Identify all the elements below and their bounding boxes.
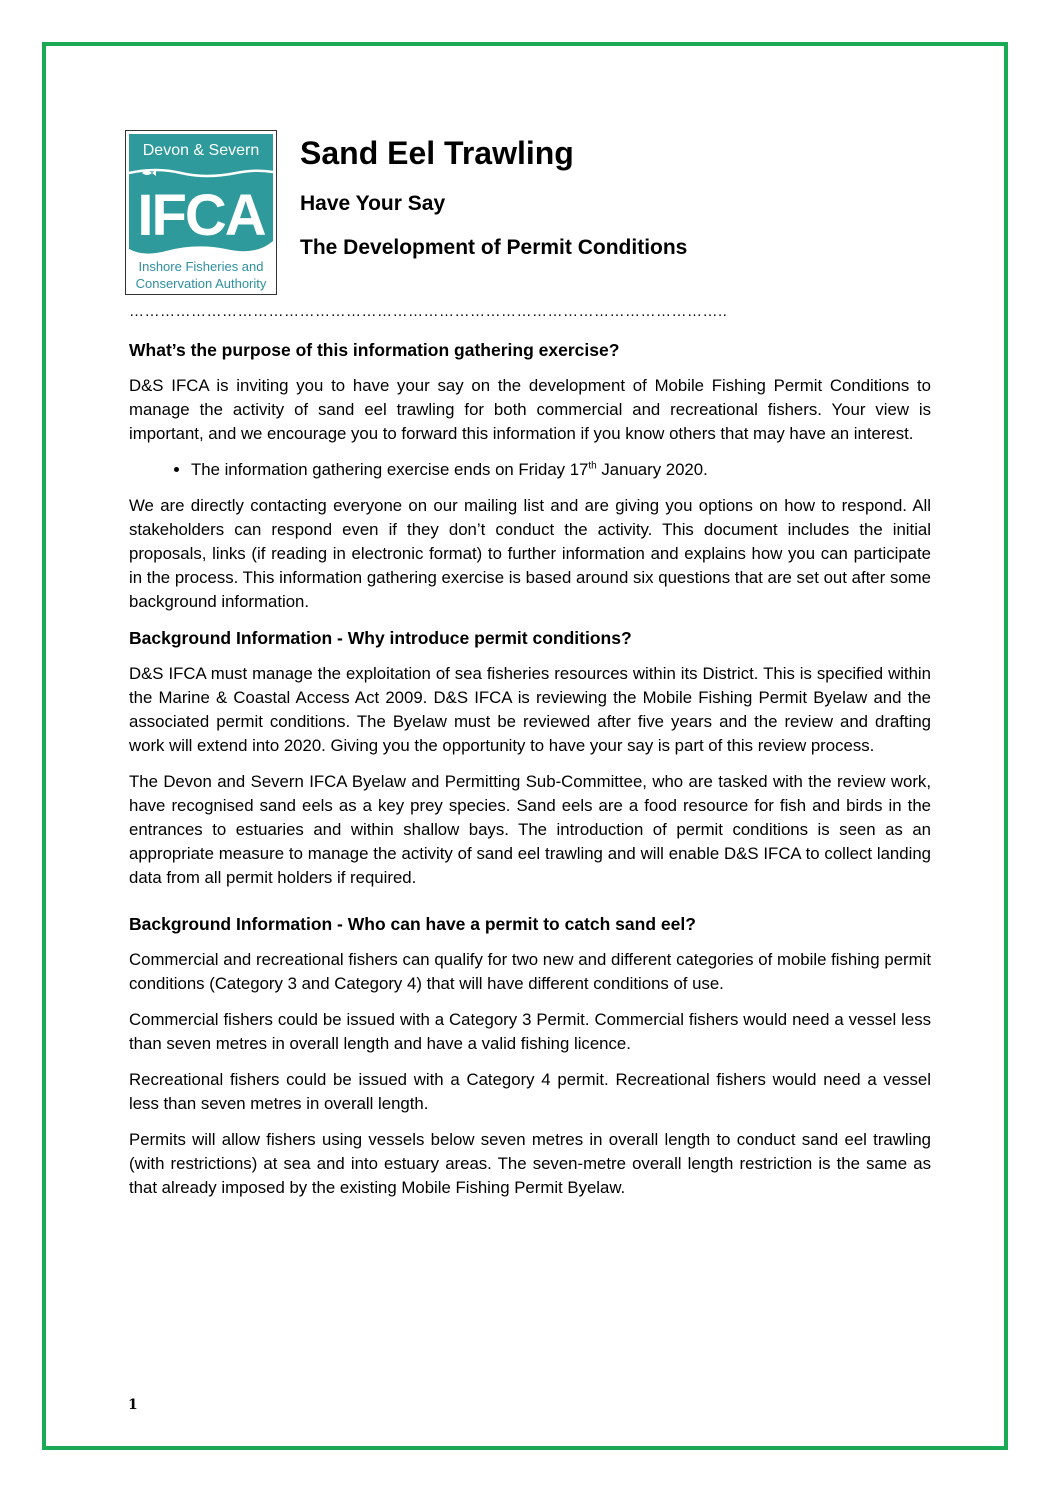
purpose-bullet-list [129,458,931,482]
title-block [300,133,940,279]
subtitle-have-your-say: Have Your Say [300,192,446,215]
purpose-paragraph-2: We are directly contacting everyone on our mailing list and are giving you options on how to respond. All stakeholders can respond even if they don’t conduct the activity. This document includes the initial proposals, links (if reading in electronic format) to further information and explains how you can participate in the process. This information gathering exercise is based around six questions that are set out after some background information. [129,496,931,611]
page-number: 1 [128,1397,138,1413]
heading-why-permit: Background Information - Why introduce permit conditions? [129,628,632,648]
document-title: Sand Eel Trawling [300,135,574,171]
bullet-deadline [191,458,931,482]
purpose-paragraph-1: D&S IFCA is inviting you to have your say on the development of Mobile Fishing Permit Conditions to manage the activity of sand eel trawling for both commercial and recreational fishers. Your view is important, and we encourage you to forward this information if you know others that may have an interest. [129,376,931,443]
bullet-deadline-pre: The information gathering exercise ends on Friday 17 [191,460,589,479]
bullet-deadline-post: January 2020. [596,460,708,479]
who-paragraph-3: Recreational fishers could be issued with a Category 4 permit. Recreational fishers would need a vessel less than seven metres in overall length. [129,1070,931,1113]
why-paragraph-1: D&S IFCA must manage the exploitation of sea fisheries resources within its District. This is specified within the Marine & Coastal Access Act 2009. D&S IFCA is reviewing the Mobile Fishing Permit Byelaw and the associated permit conditions. The Byelaw must be reviewed after five years and the review and drafting work will extend into 2020. Giving you the opportunity to have your say is part of this review process. [129,664,931,755]
ifca-logo [125,130,277,295]
logo-bottom-line2: Conservation Authority [135,276,267,291]
heading-purpose: What’s the purpose of this information gathering exercise? [129,340,620,360]
subtitle-permit-conditions: The Development of Permit Conditions [300,236,688,259]
dotted-divider: …………………………………………………………………………………………………….. [129,303,728,320]
who-paragraph-1: Commercial and recreational fishers can qualify for two new and different categories of mobile fishing permit conditions (Category 3 and Category 4) that will have different conditions of use. [129,950,931,993]
logo-main-text: IFCA [137,183,265,248]
logo-graphic [126,131,276,294]
logo-top-text: Devon & Severn [142,142,260,159]
document-body [129,338,931,1212]
logo-bottom-line1: Inshore Fisheries and [138,259,264,274]
bullet-deadline-sup: th [588,460,597,472]
who-paragraph-4: Permits will allow fishers using vessels below seven metres in overall length to conduct sand eel trawling (with restrictions) at sea and into estuary areas. The seven-metre overall length restriction is the same as that already imposed by the existing Mobile Fishing Permit Byelaw. [129,1130,931,1197]
heading-who-permit: Background Information - Who can have a permit to catch sand eel? [129,914,696,934]
who-paragraph-2: Commercial fishers could be issued with a Category 3 Permit. Commercial fishers would need a vessel less than seven metres in overall length and have a valid fishing licence. [129,1010,931,1053]
why-paragraph-2: The Devon and Severn IFCA Byelaw and Permitting Sub-Committee, who are tasked with the review work, have recognised sand eels as a key prey species. Sand eels are a food resource for fish and birds in the entrances to estuaries and within shallow bays. The introduction of permit conditions is seen as an appropriate measure to manage the activity of sand eel trawling and will enable D&S IFCA to collect landing data from all permit holders if required. [129,772,931,887]
